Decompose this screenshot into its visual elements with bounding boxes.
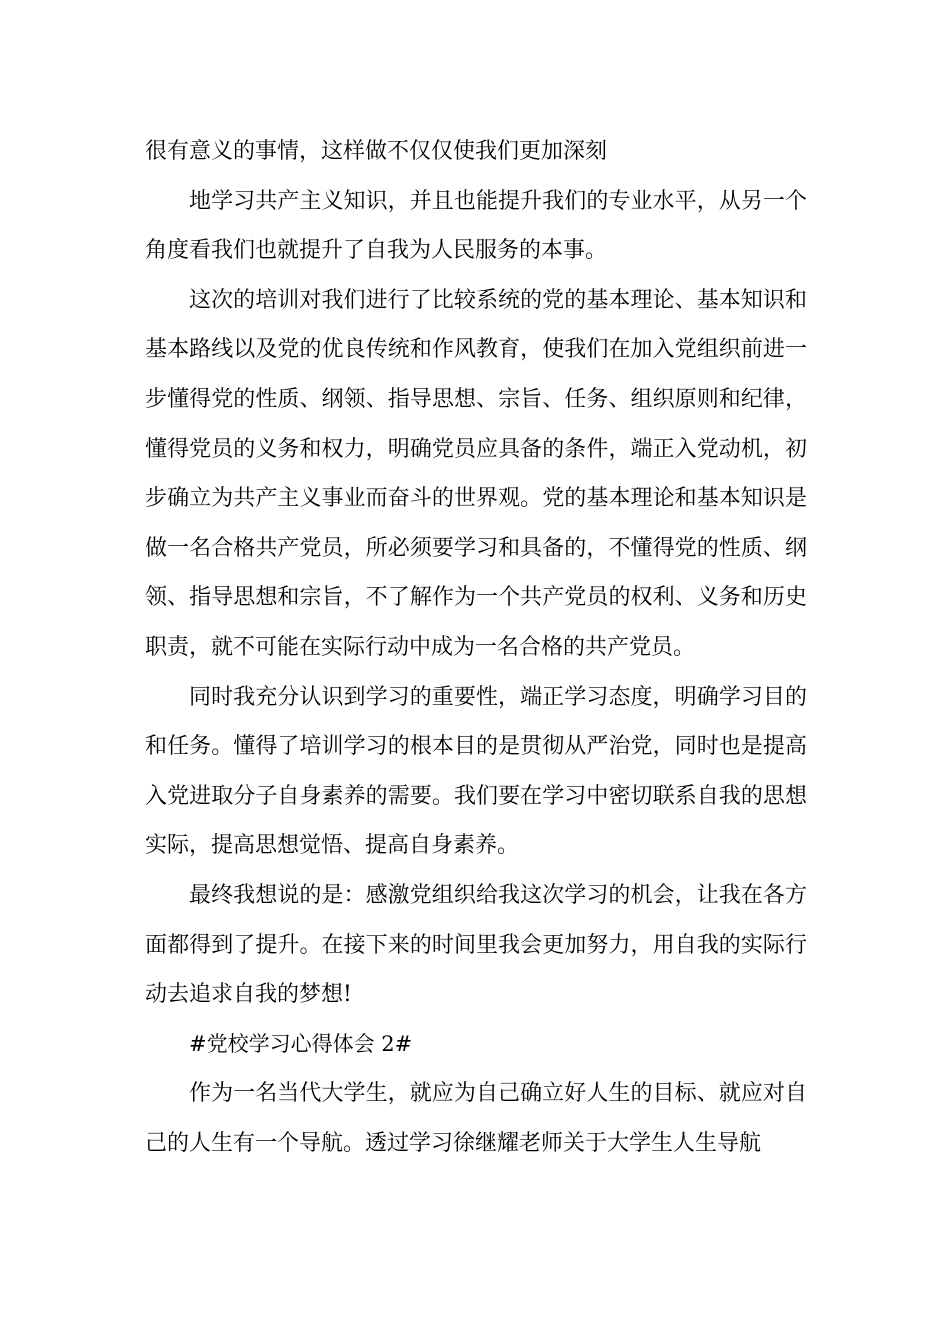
- paragraph-3: 这次的培训对我们进行了比较系统的党的基本理论、基本知识和基本路线以及党的优良传统和作风教育，使我们在加入党组织前进一步懂得党的性质、纲领、指导思想、宗旨、任务、组织原则和纪律，懂得党员的义务和权力，明确党员应具备的条件，端正入党动机，初步确立为共产主义事业而奋斗的世界观。党的基本理论和基本知识是做一名合格共产党员，所必须要学习和具备的，不懂得党的性质、纲领、指导思想和宗旨，不了解作为一个共产党员的权利、义务和历史职责，就不可能在实际行动中成为一名合格的共产党员。: [145, 287, 807, 660]
- document-page: [145, 127, 807, 1168]
- section-heading: #党校学习心得体会 2#: [189, 1031, 413, 1056]
- paragraph-6: 作为一名当代大学生，就应为自己确立好人生的目标、就应对自己的人生有一个导航。透过学习徐继耀老师关于大学生人生导航: [145, 1081, 807, 1156]
- paragraph-5: 最终我想说的是：感激党组织给我这次学习的机会，让我在各方面都得到了提升。在接下来的时间里我会更加努力，用自我的实际行动去追求自我的梦想!: [145, 882, 807, 1008]
- paragraph-2: 地学习共产主义知识，并且也能提升我们的专业水平，从另一个角度看我们也就提升了自我为人民服务的本事。: [145, 188, 807, 264]
- paragraph-1: 很有意义的事情，这样做不仅仅使我们更加深刻: [145, 139, 608, 164]
- paragraph-4: 同时我充分认识到学习的重要性，端正学习态度，明确学习目的和任务。懂得了培训学习的根本目的是贯彻从严治党，同时也是提高入党进取分子自身素养的需要。我们要在学习中密切联系自我的思想实际，提高思想觉悟、提高自身素养。: [145, 684, 807, 859]
